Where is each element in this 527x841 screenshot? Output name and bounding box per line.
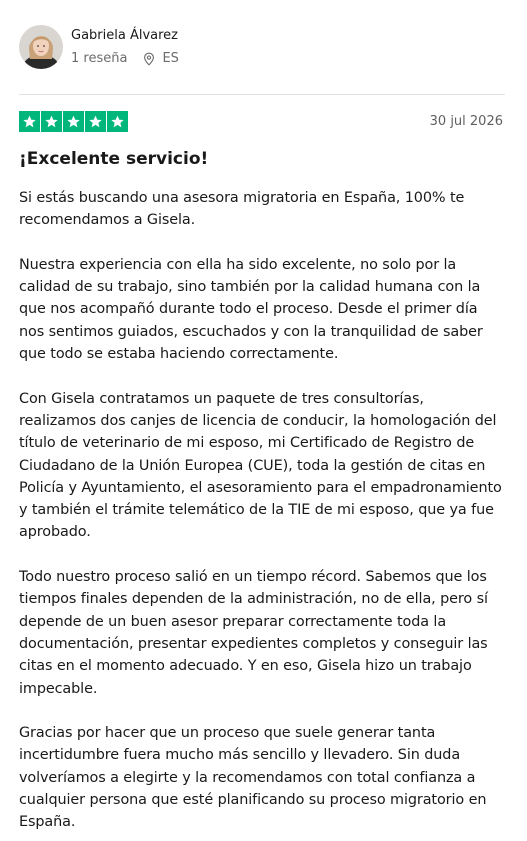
star-icon	[63, 111, 84, 132]
avatar-image	[19, 25, 63, 69]
reviewer-info	[71, 27, 179, 68]
review-paragraph: Con Gisela contratamos un paquete de tres consultorías, realizamos dos canjes de licencia de conducir, la homologación del título de veterinario de mi esposo, mi Certificado de Registro de Ciudadano de la Unión Europea (CUE), toda la gestión de citas en Policía y Ayuntamiento, el asesoramiento para el empadronamiento y también el trámite telemático de la TIE de mi esposo, que ya fue aprobado.	[19, 390, 502, 541]
review-paragraph: Nuestra experiencia con ella ha sido excelente, no solo por la calidad de su trabajo, sino también por la calidad humana con la que nos acompañó durante todo el proceso. Desde el primer día nos sentimos guiados, escuchados y con la tranquilidad de saber que todo se estaba haciendo correctamente.	[19, 256, 483, 363]
star-icon	[19, 111, 40, 132]
reviewer-country	[142, 50, 178, 68]
star-rating	[19, 111, 128, 132]
avatar[interactable]	[19, 25, 63, 69]
star-icon	[85, 111, 106, 132]
review-title[interactable]: ¡Excelente servicio!	[19, 149, 209, 169]
reviewer-name[interactable]: Gabriela Álvarez	[71, 27, 179, 43]
review-paragraph: Si estás buscando una asesora migratoria en España, 100% te recomendamos a Gisela.	[19, 190, 465, 229]
rating-row	[19, 110, 505, 132]
country-code: ES	[162, 50, 179, 66]
review-paragraph: Gracias por hacer que un proceso que suele generar tanta incertidumbre fuera mucho más sencillo y llevadero. Sin duda volveríamos a elegirte y la recomendamos con total confianza a cualquier persona que esté planificando su proceso migratorio en España.	[19, 725, 487, 831]
review-paragraph: Todo nuestro proceso salió en un tiempo récord. Sabemos que los tiempos finales dependen de la administración, no de ella, pero sí depende de un buen asesor preparar correctamente toda la documentación, presentar expedientes completos y conseguir las citas en el momento adecuado. Y en eso, Gisela hizo un trabajo impecable.	[19, 569, 488, 697]
reviewer-meta	[71, 50, 179, 68]
review-date: 30 jul 2026	[429, 113, 503, 129]
reviews-count: 1 reseña	[71, 50, 128, 66]
star-icon	[41, 111, 62, 132]
star-icon	[107, 111, 128, 132]
review-body	[19, 187, 505, 834]
location-pin-icon	[142, 52, 156, 66]
reviewer-header	[19, 0, 505, 94]
header-divider	[19, 94, 505, 95]
